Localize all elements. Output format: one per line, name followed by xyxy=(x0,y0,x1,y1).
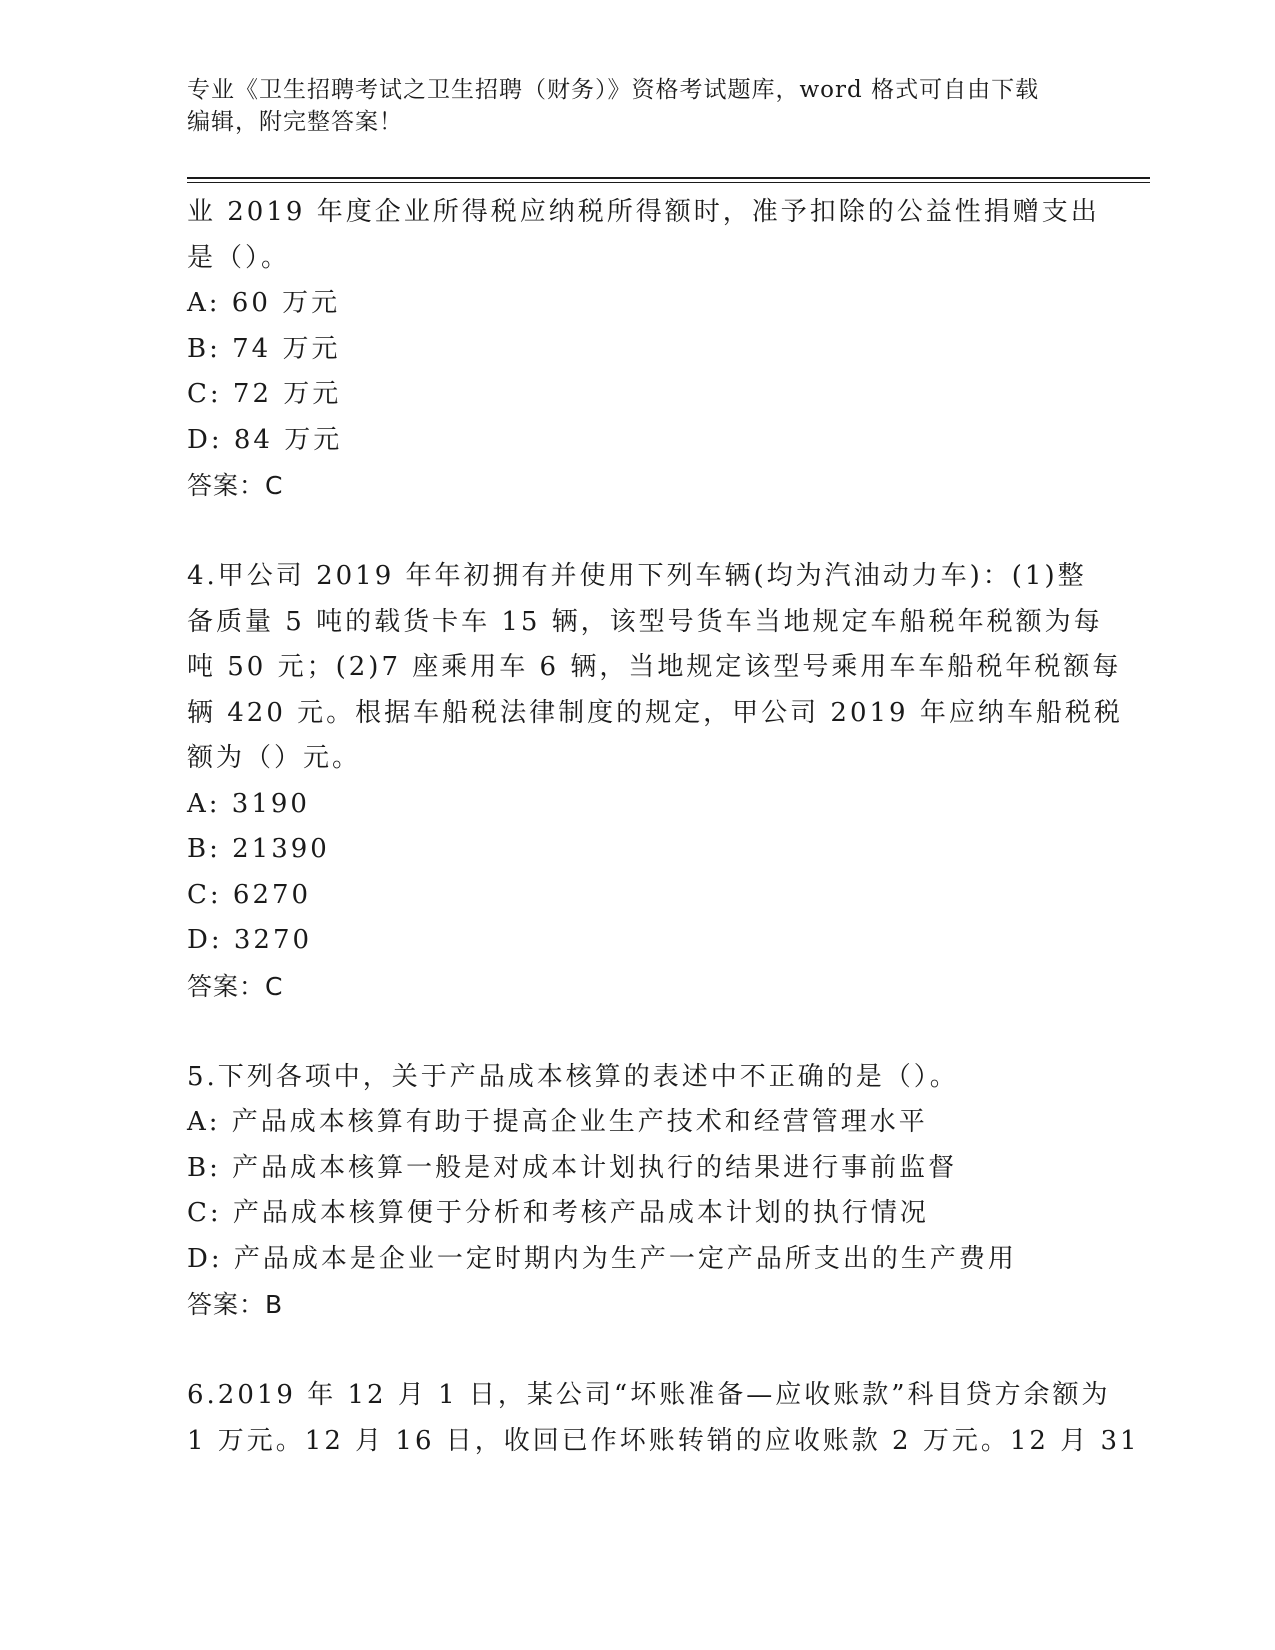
question-stem-line: 1 万元。12 月 16 日，收回已作坏账转销的应收账款 2 万元。12 月 31 xyxy=(187,1425,1140,1456)
question-6 xyxy=(187,1373,1140,1464)
question-5 xyxy=(187,1055,1087,1328)
question-stem-line: 业 2019 年度企业所得税应纳税所得额时，准予扣除的公益性捐赠支出 xyxy=(187,197,1100,227)
question-stem-line: 吨 50 元；(2)7 座乘用车 6 辆，当地规定该型号乘用车车船税年税额每 xyxy=(187,652,1122,682)
option-a: A: 60 万元 xyxy=(187,288,341,318)
option-b: B: 21390 xyxy=(187,834,330,864)
question-3 xyxy=(187,190,1100,509)
option-c: C: 72 万元 xyxy=(187,379,342,409)
header-line-2: 编辑，附完整答案！ xyxy=(187,109,403,135)
option-b: B: 74 万元 xyxy=(187,333,341,364)
option-b: B: 产品成本核算一般是对成本计划执行的结果进行事前监督 xyxy=(187,1152,958,1183)
option-c: C: 6270 xyxy=(187,879,312,910)
spacer xyxy=(187,1009,1087,1055)
document-body xyxy=(187,190,1140,1464)
option-d: D: 84 万元 xyxy=(187,424,343,455)
option-d: D: 产品成本是企业一定时期内为生产一定产品所支出的生产费用 xyxy=(187,1243,1017,1274)
question-4 xyxy=(187,554,1123,1009)
answer-line: 答案：C xyxy=(187,471,284,500)
document-header xyxy=(187,74,1087,138)
answer-line: 答案：C xyxy=(187,971,284,1001)
option-c: C: 产品成本核算便于分析和考核产品成本计划的执行情况 xyxy=(187,1198,929,1228)
header-divider-thick xyxy=(187,177,1150,179)
spacer xyxy=(187,509,1087,555)
question-stem-line: 6.2019 年 12 月 1 日，某公司“坏账准备—应收账款”科目贷方余额为 xyxy=(187,1380,1111,1410)
header-line-1: 专业《卫生招聘考试之卫生招聘（财务）》资格考试题库，word 格式可自由下载 xyxy=(187,77,1040,103)
question-stem-line: 辆 420 元。根据车船税法律制度的规定，甲公司 2019 年应纳车船税税 xyxy=(187,697,1123,728)
question-stem-line: 是（）。 xyxy=(187,242,291,273)
answer-line: 答案：B xyxy=(187,1290,284,1319)
option-a: A: 产品成本核算有助于提高企业生产技术和经营管理水平 xyxy=(187,1107,928,1137)
spacer xyxy=(187,1328,1087,1374)
question-stem-line: 4.甲公司 2019 年年初拥有并使用下列车辆(均为汽油动力车)：(1)整 xyxy=(187,561,1087,591)
option-d: D: 3270 xyxy=(187,925,313,955)
header-divider-thin xyxy=(187,182,1150,183)
option-a: A: 3190 xyxy=(187,788,310,819)
question-stem-line: 额为（）元。 xyxy=(187,743,362,773)
question-stem-line: 备质量 5 吨的载货卡车 15 辆，该型号货车当地规定车船税年税额为每 xyxy=(187,606,1103,637)
question-stem-line: 5.下列各项中，关于产品成本核算的表述中不正确的是（）。 xyxy=(187,1061,959,1092)
